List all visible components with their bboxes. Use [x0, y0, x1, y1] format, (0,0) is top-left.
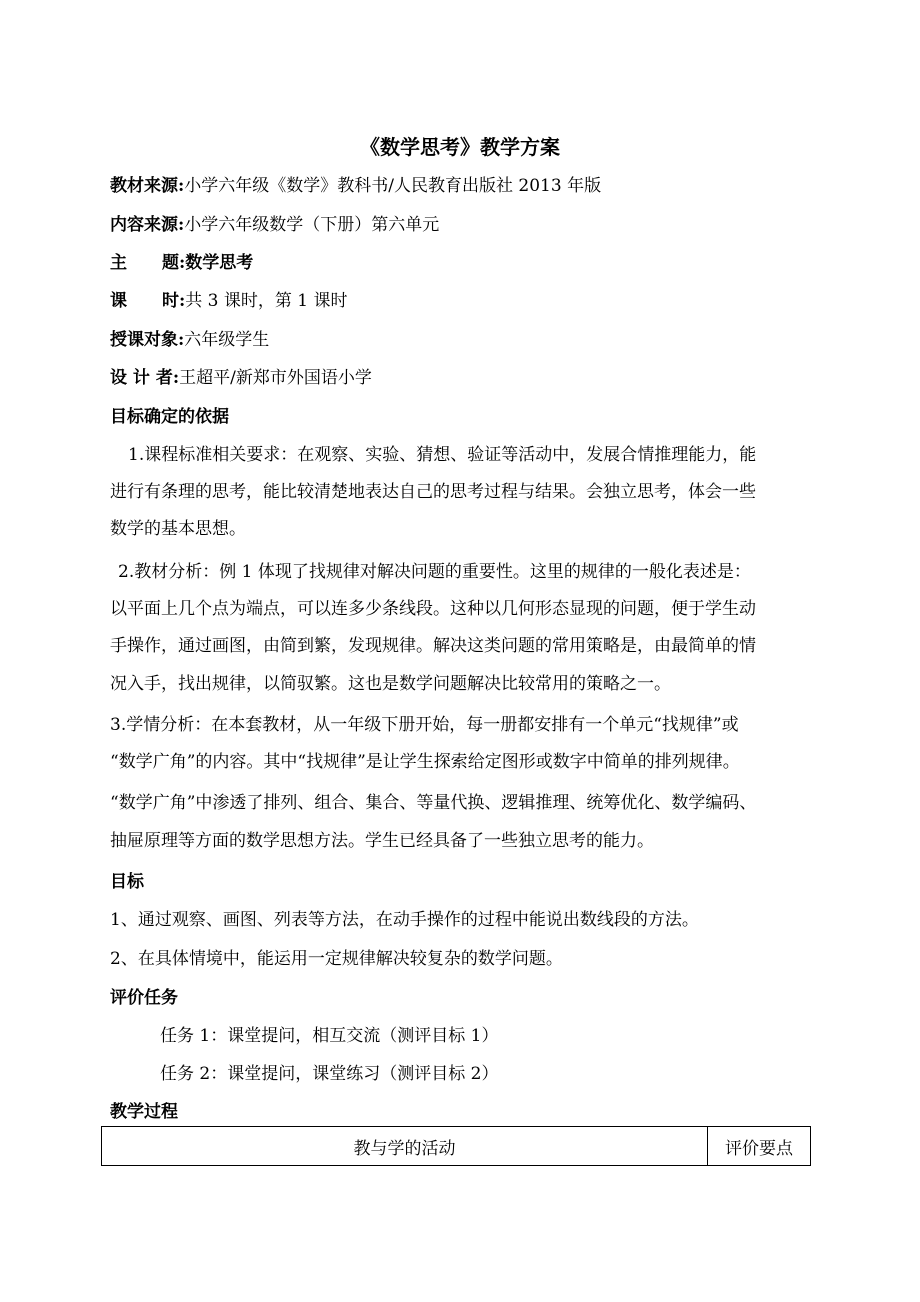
- audience-value: 六年级学生: [184, 330, 270, 350]
- basis-p2-line4: 况入手，找出规律，以简驭繁。这也是数学问题解决比较常用的策略之一。: [110, 674, 671, 694]
- basis-p2-line2: 以平面上几个点为端点，可以连多少条线段。这种以几何形态显现的问题，便于学生动: [110, 599, 756, 619]
- basis-p3-line2: “数学广角”的内容。其中“找规律”是让学生探索给定图形或数字中简单的排列规律。: [110, 752, 740, 772]
- designer-label: 设 计 者:: [110, 368, 180, 388]
- content-value: 小学六年级数学（下册）第六单元: [184, 215, 440, 235]
- designer-row: [110, 366, 372, 390]
- process-table: [101, 1126, 811, 1166]
- hours-value: 共 3 课时，第 1 课时: [185, 291, 348, 311]
- basis-p1-line1: 1.课程标准相关要求：在观察、实验、猜想、验证等活动中，发展合情推理能力，能: [128, 445, 757, 465]
- source-label: 教材来源:: [110, 176, 185, 196]
- basis-p3-line4: 抽屉原理等方面的数学思想方法。学生已经具备了一些独立思考的能力。: [110, 831, 654, 851]
- topic-value: 数学思考: [185, 253, 254, 273]
- basis-p1-line2: 进行有条理的思考，能比较清楚地表达自己的思考过程与结果。会独立思考，体会一些: [110, 482, 756, 502]
- content-label: 内容来源:: [110, 215, 185, 235]
- audience-row: [110, 328, 269, 352]
- evaluation-task-2: 任务 2：课堂提问，课堂练习（测评目标 2）: [160, 1064, 499, 1084]
- page-title: 《数学思考》教学方案: [360, 135, 560, 159]
- basis-p2-line1: 2.教材分析：例 1 体现了找规律对解决问题的重要性。这里的规律的一般化表述是：: [118, 562, 751, 582]
- process-heading: 教学过程: [110, 1102, 178, 1122]
- content-row: [110, 213, 439, 237]
- hours-label-a: 课: [110, 291, 127, 311]
- topic-row: [110, 251, 253, 275]
- audience-label: 授课对象:: [110, 330, 185, 350]
- designer-value: 王超平/新郑市外国语小学: [179, 368, 372, 388]
- goal-item-1: 1、通过观察、画图、列表等方法，在动手操作的过程中能说出数线段的方法。: [110, 910, 699, 930]
- basis-heading: 目标确定的依据: [110, 407, 229, 427]
- evaluation-heading: 评价任务: [110, 988, 178, 1008]
- hours-label-b: 时:: [162, 291, 186, 311]
- topic-label-a: 主: [110, 253, 127, 273]
- goal-item-2: 2、在具体情境中，能运用一定规律解决较复杂的数学问题。: [110, 949, 563, 969]
- basis-p3-line1: 3.学情分析：在本套教材，从一年级下册开始，每一册都安排有一个单元“找规律”或: [110, 715, 739, 735]
- basis-p1-line3: 数学的基本思想。: [110, 519, 246, 539]
- source-value: 小学六年级《数学》教科书/人民教育出版社 2013 年版: [184, 176, 602, 196]
- topic-label-b: 题:: [162, 253, 186, 273]
- goals-heading: 目标: [110, 872, 144, 892]
- source-row: [110, 174, 601, 198]
- activity-column-header: 教与学的活动: [102, 1127, 708, 1166]
- evaluation-task-1: 任务 1：课堂提问，相互交流（测评目标 1）: [160, 1026, 499, 1046]
- points-column-header: 评价要点: [708, 1127, 811, 1166]
- table-header-row: [102, 1127, 811, 1166]
- basis-p3-line3: “数学广角”中渗透了排列、组合、集合、等量代换、逻辑推理、统筹优化、数学编码、: [110, 793, 757, 813]
- hours-row: [110, 289, 348, 313]
- basis-p2-line3: 手操作，通过画图，由简到繁，发现规律。解决这类问题的常用策略是，由最简单的情: [110, 636, 756, 656]
